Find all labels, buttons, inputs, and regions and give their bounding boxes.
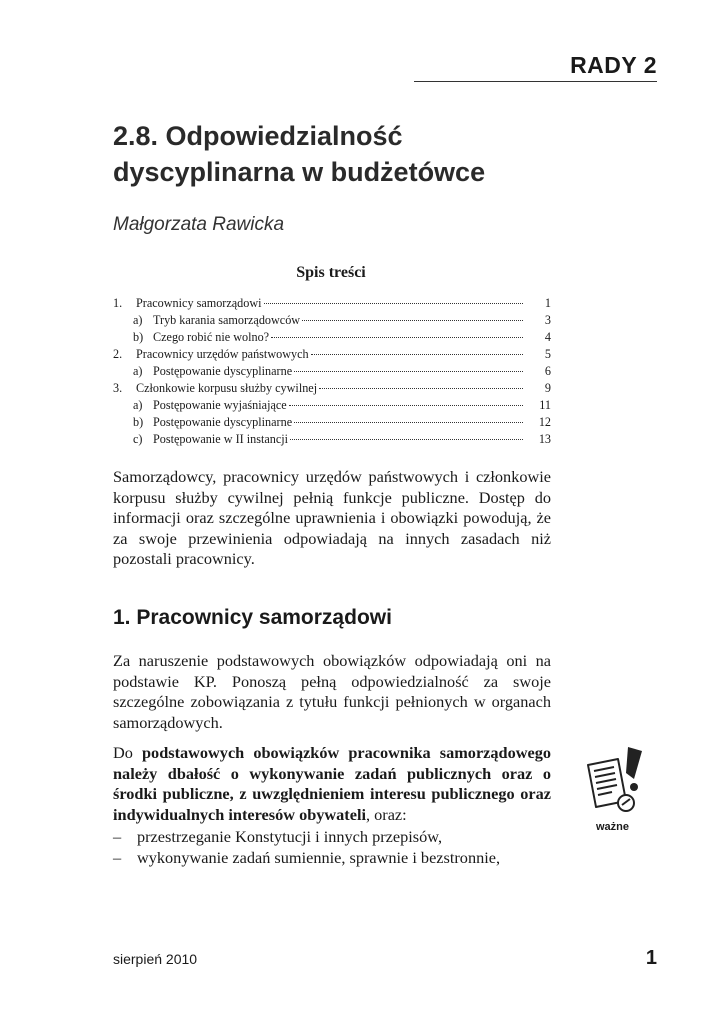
list-item: – przestrzeganie Konstytucji i innych przepisów, (113, 827, 443, 846)
toc-item[interactable]: a) Tryb karania samorządowców 3 (133, 313, 551, 327)
toc-item[interactable]: 2. Pracownicy urzędów państwowych 5 (113, 347, 551, 361)
duties-list (113, 827, 551, 868)
intro-paragraph: Samorządowcy, pracownicy urzędów państwowych i członkowie korpusu służby cywilnej pełnią funkcje publiczne. Dostęp do informacji oraz szczególne uprawnienia i obowiązki powodują, że za swoje przewinienia odpowiadają na innych zasadach niż pozostali pracownicy. (113, 467, 551, 568)
toc-heading: Spis treści (296, 264, 366, 281)
important-note-marker: ważne (582, 743, 648, 839)
toc-item[interactable]: b) Czego robić nie wolno? 4 (133, 330, 551, 344)
toc-item[interactable]: c) Postępowanie w II instancji 13 (133, 432, 551, 446)
body-paragraph: Za naruszenie podstawowych obowiązków odpowiadają oni na podstawie KP. Ponoszą pełną odpowiedzialność za swoje szczególne zobowiązania z tytułu funkcji pełnionych w organach samorządowych. (113, 651, 551, 732)
author-name: Małgorzata Rawicka (113, 214, 285, 235)
toc-item[interactable]: b) Postępowanie dyscyplinarne 12 (133, 415, 551, 429)
header-divider (414, 81, 657, 82)
footer-date: sierpień 2010 (113, 951, 198, 967)
document-important-icon (582, 743, 648, 823)
page-number: 1 (645, 947, 657, 969)
toc-item[interactable]: 3. Członkowie korpusu służby cywilnej 9 (113, 381, 551, 395)
body-paragraph-duties: Do podstawowych obowiązków pracownika samorządowego należy dbałość o wykonywanie zadań publicznych oraz o środki publiczne, z uwzględnieniem interesu publicznego oraz indywidualnych interesów obywateli, oraz: (113, 743, 552, 824)
toc-item[interactable]: 1. Pracownicy samorządowi 1 (113, 296, 551, 310)
emphasized-text: podstawowych obowiązków pracownika samorządowego należy dbałość o wykonywanie zadań publicznych oraz o środki publiczne, z uwzględnieniem interesu publicznego oraz indywidualnych interesów obywateli (113, 743, 552, 824)
running-header: RADY 2 (570, 52, 657, 78)
toc-item[interactable]: a) Postępowanie wyjaśniające 11 (133, 398, 551, 412)
table-of-contents (113, 296, 551, 449)
list-item: – wykonywanie zadań sumiennie, sprawnie i bezstronnie, (113, 847, 501, 867)
article-title: 2.8. Odpowiedzialność dyscyplinarna w budżetówce (113, 121, 486, 187)
section-heading: 1. Pracownicy samorządowi (113, 606, 392, 629)
toc-item[interactable]: a) Postępowanie dyscyplinarne 6 (133, 364, 551, 378)
